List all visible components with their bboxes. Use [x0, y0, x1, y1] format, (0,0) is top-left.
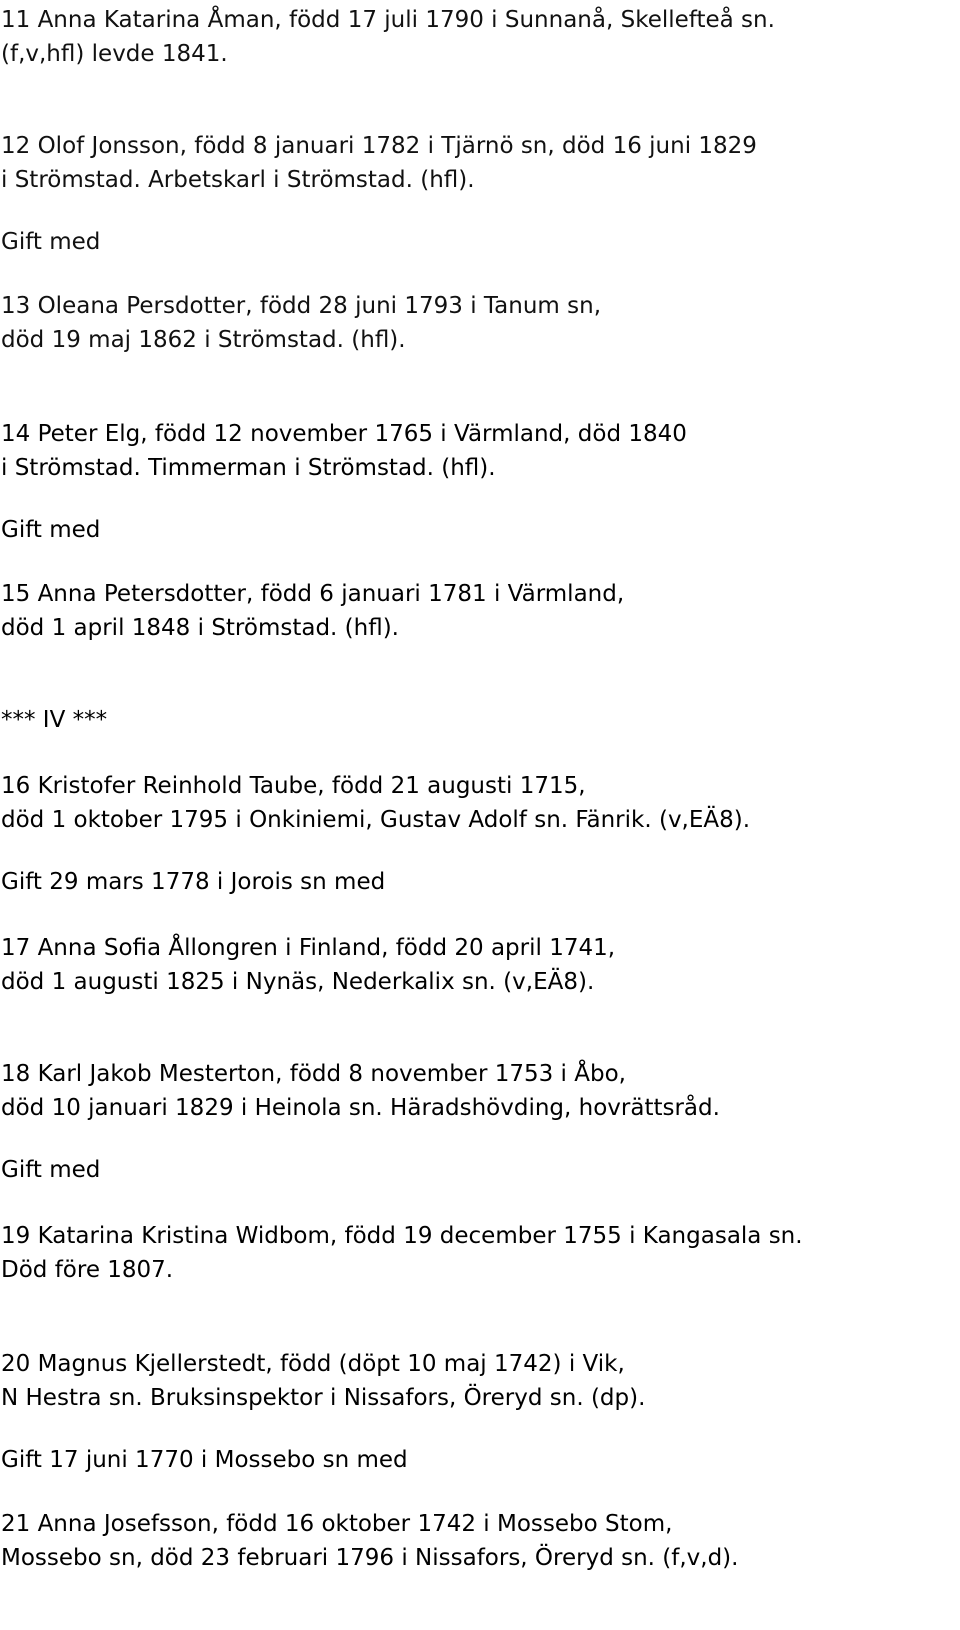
entry-17-line-2: död 1 augusti 1825 i Nynäs, Nederkalix sn. (v,EÄ8).: [1, 969, 595, 995]
entry-13-line-2: död 19 maj 1862 i Strömstad. (hfl).: [1, 327, 406, 353]
entry-18-line-1: 18 Karl Jakob Mesterton, född 8 november 1753 i Åbo,: [1, 1061, 626, 1087]
entry-20-line-1: 20 Magnus Kjellerstedt, född (döpt 10 maj 1742) i Vik,: [1, 1351, 625, 1377]
entry-12-line-2: i Strömstad. Arbetskarl i Strömstad. (hfl).: [1, 167, 475, 193]
marriage-line-12-13: Gift med: [1, 229, 101, 255]
entry-21-line-2: Mossebo sn, död 23 februari 1796 i Nissafors, Öreryd sn. (f,v,d).: [1, 1545, 739, 1571]
entry-12-line-1: 12 Olof Jonsson, född 8 januari 1782 i Tjärnö sn, död 16 juni 1829: [1, 133, 757, 159]
marriage-line-20-21: Gift 17 juni 1770 i Mossebo sn med: [1, 1447, 408, 1473]
entry-14-line-1: 14 Peter Elg, född 12 november 1765 i Värmland, död 1840: [1, 421, 687, 447]
entry-15-line-2: död 1 april 1848 i Strömstad. (hfl).: [1, 615, 399, 641]
entry-16-line-1: 16 Kristofer Reinhold Taube, född 21 augusti 1715,: [1, 773, 586, 799]
marriage-line-18-19: Gift med: [1, 1157, 101, 1183]
entry-18-line-2: död 10 januari 1829 i Heinola sn. Häradshövding, hovrättsråd.: [1, 1095, 720, 1121]
entry-14-line-2: i Strömstad. Timmerman i Strömstad. (hfl).: [1, 455, 496, 481]
section-heading-iv: *** IV ***: [1, 707, 108, 733]
entry-13-line-1: 13 Oleana Persdotter, född 28 juni 1793 i Tanum sn,: [1, 293, 601, 319]
marriage-line-16-17: Gift 29 mars 1778 i Jorois sn med: [1, 869, 386, 895]
entry-15-line-1: 15 Anna Petersdotter, född 6 januari 1781 i Värmland,: [1, 581, 625, 607]
entry-11-line-1: 11 Anna Katarina Åman, född 17 juli 1790 i Sunnanå, Skellefteå sn.: [1, 7, 775, 33]
entry-11-line-2: (f,v,hfl) levde 1841.: [1, 41, 228, 67]
entry-19-line-1: 19 Katarina Kristina Widbom, född 19 december 1755 i Kangasala sn.: [1, 1223, 803, 1249]
entry-20-line-2: N Hestra sn. Bruksinspektor i Nissafors, Öreryd sn. (dp).: [1, 1385, 646, 1411]
entry-19-line-2: Död före 1807.: [1, 1257, 174, 1283]
entry-21-line-1: 21 Anna Josefsson, född 16 oktober 1742 i Mossebo Stom,: [1, 1511, 673, 1537]
marriage-line-14-15: Gift med: [1, 517, 101, 543]
entry-17-line-1: 17 Anna Sofia Ållongren i Finland, född 20 april 1741,: [1, 935, 616, 961]
entry-16-line-2: död 1 oktober 1795 i Onkiniemi, Gustav Adolf sn. Fänrik. (v,EÄ8).: [1, 807, 751, 833]
